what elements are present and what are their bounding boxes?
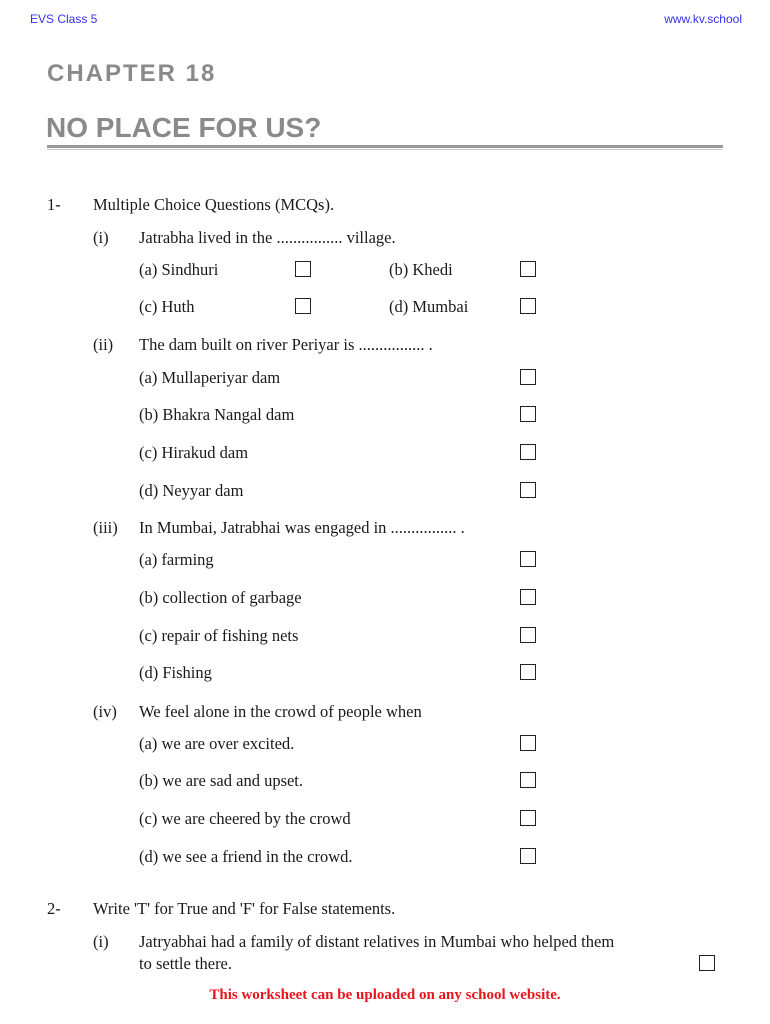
answer-checkbox[interactable] (520, 735, 536, 751)
option-label: (b) Khedi (389, 260, 453, 279)
answer-checkbox[interactable] (520, 261, 536, 277)
question-text: The dam built on river Periyar is ................ . (139, 335, 433, 354)
answer-checkbox[interactable] (520, 810, 536, 826)
title-rule (47, 145, 723, 148)
question-number: (iii) (93, 518, 118, 537)
option-label: (a) Mullaperiyar dam (139, 368, 281, 387)
answer-checkbox[interactable] (520, 444, 536, 460)
option-label: (a) Sindhuri (139, 260, 219, 279)
answer-checkbox[interactable] (520, 664, 536, 680)
answer-checkbox[interactable] (295, 298, 311, 314)
question-number: (iv) (93, 702, 117, 721)
question-text: We feel alone in the crowd of people when (139, 702, 422, 721)
question-number: (i) (93, 228, 109, 247)
option-label: (b) collection of garbage (139, 588, 302, 607)
answer-checkbox[interactable] (520, 298, 536, 314)
section-heading: Write 'T' for True and 'F' for False statements. (93, 899, 396, 918)
option-label: (b) Bhakra Nangal dam (139, 405, 295, 424)
option-label: (b) we are sad and upset. (139, 771, 304, 790)
question-number: (ii) (93, 335, 114, 354)
footer-note: This worksheet can be uploaded on any school website. (209, 987, 561, 1003)
section-heading: Multiple Choice Questions (MCQs). (93, 195, 335, 214)
question-text: Jatrabha lived in the ................ village. (139, 228, 396, 247)
answer-checkbox[interactable] (520, 589, 536, 605)
header-subject: EVS Class 5 (30, 12, 98, 26)
statement-text: Jatryabhai had a family of distant relatives in Mumbai who helped them (139, 932, 615, 951)
answer-checkbox[interactable] (520, 627, 536, 643)
answer-checkbox[interactable] (295, 261, 311, 277)
option-label: (c) we are cheered by the crowd (139, 809, 351, 828)
option-label: (d) Neyyar dam (139, 481, 244, 500)
section-number: 1- (47, 195, 61, 214)
answer-checkbox[interactable] (520, 369, 536, 385)
answer-checkbox[interactable] (520, 406, 536, 422)
option-label: (c) Hirakud dam (139, 443, 249, 462)
answer-checkbox[interactable] (520, 551, 536, 567)
option-label: (d) Fishing (139, 663, 212, 682)
question-text: In Mumbai, Jatrabhai was engaged in ................ . (139, 518, 465, 537)
option-label: (d) Mumbai (389, 297, 469, 316)
answer-checkbox[interactable] (520, 482, 536, 498)
option-label: (c) Huth (139, 297, 195, 316)
option-label: (d) we see a friend in the crowd. (139, 847, 353, 866)
option-label: (c) repair of fishing nets (139, 626, 299, 645)
option-label: (a) farming (139, 550, 214, 569)
answer-checkbox[interactable] (520, 772, 536, 788)
statement-text-cont: to settle there. (139, 954, 233, 973)
section-number: 2- (47, 899, 61, 918)
chapter-label: CHAPTER 18 (47, 60, 217, 87)
header-website: www.kv.school (664, 12, 742, 26)
option-label: (a) we are over excited. (139, 734, 295, 753)
true-false-box[interactable] (699, 955, 715, 971)
answer-checkbox[interactable] (520, 848, 536, 864)
question-number: (i) (93, 932, 109, 951)
page-title: NO PLACE FOR US? (46, 112, 322, 143)
title-rule-thin (47, 149, 723, 150)
